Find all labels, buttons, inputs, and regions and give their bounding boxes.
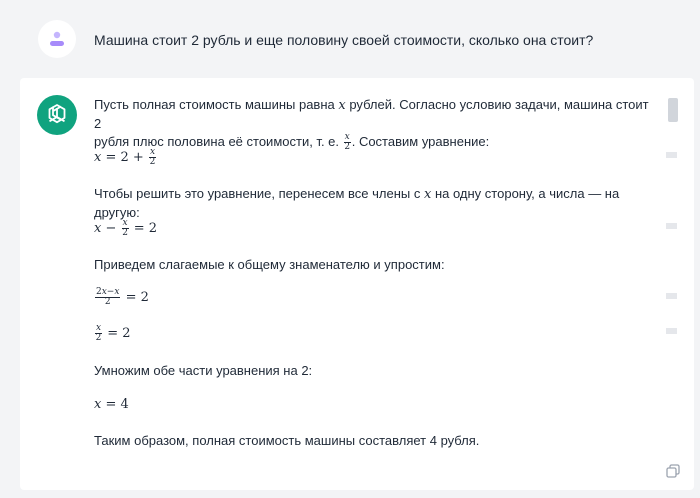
scroll-marker bbox=[666, 152, 677, 158]
copy-icon[interactable] bbox=[666, 464, 680, 478]
assistant-message-card bbox=[20, 78, 694, 490]
paragraph-1 bbox=[94, 96, 654, 152]
user-message-row bbox=[0, 0, 700, 80]
math-variable: x bbox=[423, 187, 432, 202]
text-span: рубля плюс половина её стоимости, т. е. bbox=[94, 134, 340, 149]
equation-1: x = 2 + $\frac{x}{2}$ bbox=[94, 147, 156, 167]
inline-fraction: $\frac{x}{2}$ bbox=[344, 132, 351, 153]
equation-4: $\frac{x}{2}$ = 2 bbox=[95, 323, 131, 343]
paragraph-2 bbox=[94, 185, 654, 222]
equation-3: $\frac{2x-x}{2}$ = 2 bbox=[96, 287, 149, 307]
math-variable: x bbox=[338, 98, 346, 113]
text-span: на одну сторону, а числа — на другую: bbox=[94, 186, 620, 220]
equation-2: x − $\frac{x}{2}$ = 2 bbox=[94, 218, 158, 238]
paragraph-5: Таким образом, полная стоимость машины составляет 4 рубля. bbox=[94, 433, 480, 448]
paragraph-3: Приведем слагаемые к общему знаменателю и упростим: bbox=[94, 257, 445, 272]
user-icon bbox=[49, 30, 65, 48]
scrollbar-thumb[interactable] bbox=[668, 98, 678, 122]
paragraph-4: Умножим обе части уравнения на 2: bbox=[94, 363, 313, 378]
scroll-marker bbox=[666, 293, 677, 299]
openai-logo-icon bbox=[44, 102, 70, 128]
user-message-text: Машина стоит 2 рубль и еще половину своей стоимости, сколько она стоит? bbox=[94, 32, 594, 48]
equation-5: x = 4 bbox=[94, 397, 129, 412]
scroll-marker bbox=[666, 223, 677, 229]
scroll-marker bbox=[666, 328, 677, 334]
text-span: рублей. Согласно условию задачи, машина стоит 2 bbox=[94, 97, 649, 131]
text-span: Чтобы решить это уравнение, перенесем все члены с bbox=[94, 186, 421, 201]
text-span: Пусть полная стоимость машины равна bbox=[94, 97, 335, 112]
user-avatar bbox=[38, 20, 76, 58]
assistant-avatar bbox=[37, 95, 77, 135]
text-span: . Составим уравнение: bbox=[351, 134, 490, 149]
